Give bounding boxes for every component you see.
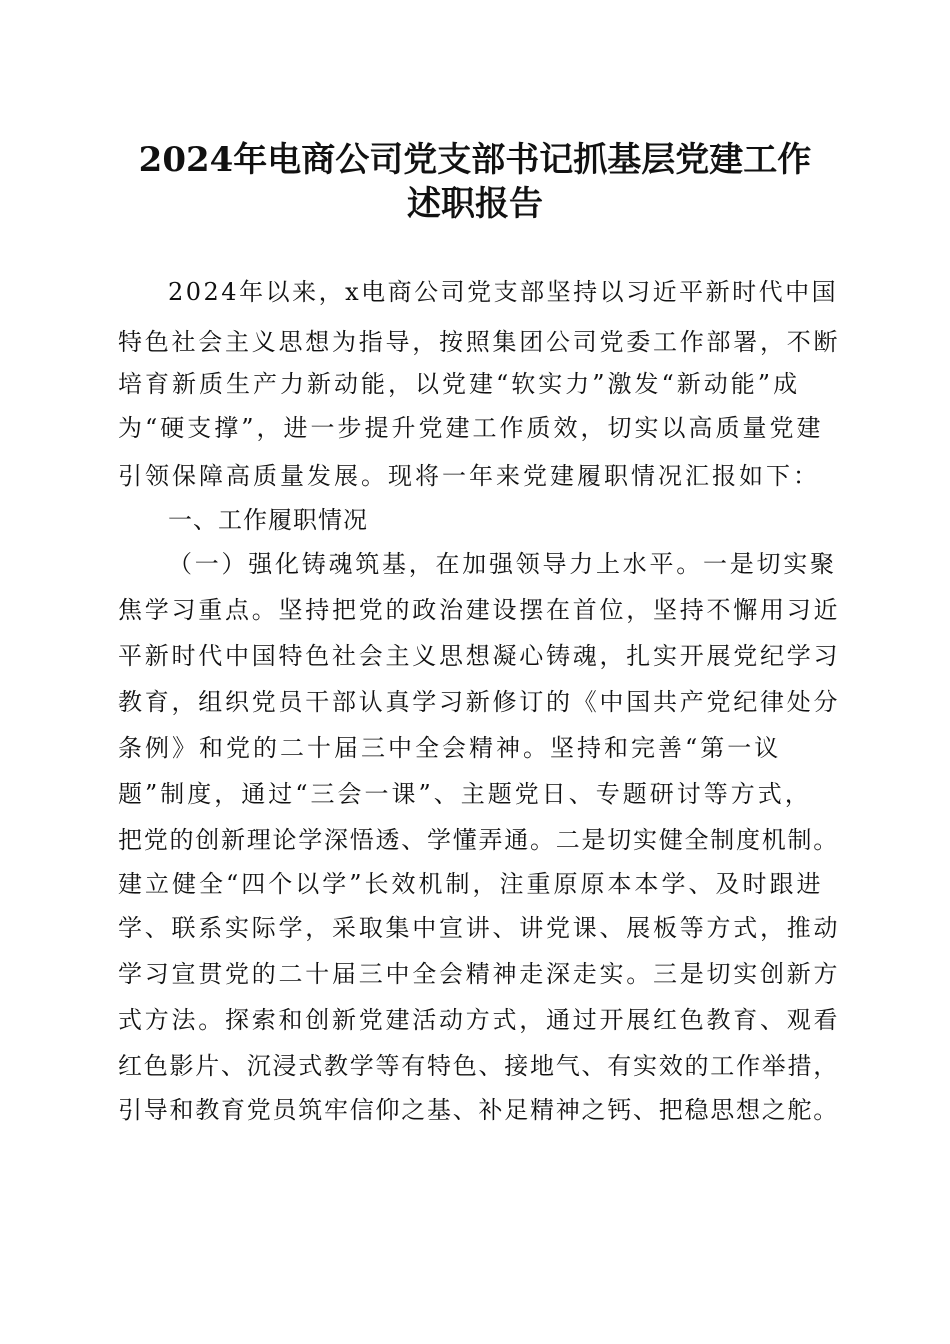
body-paragraph-line: 红色影片、沉浸式教学等有特色、接地气、有实效的工作举措， — [118, 1052, 839, 1080]
body-paragraph-line: 学、联系实际学，采取集中宣讲、讲党课、展板等方式，推动 — [118, 914, 841, 942]
section-heading: 一、工作履职情况 — [168, 506, 368, 534]
body-paragraph-line: 把党的创新理论学深悟透、学懂弄通。二是切实健全制度机制。 — [118, 826, 839, 854]
body-paragraph-line: 教育，组织党员干部认真学习新修订的《中国共产党纪律处分 — [118, 688, 841, 716]
subsection-heading: （一）强化铸魂筑基，在加强领导力上水平。 — [168, 550, 703, 578]
body-paragraph-line: 式方法。探索和创新党建活动方式，通过开展红色教育、观看 — [118, 1006, 841, 1034]
document-title-line-1: 2024年电商公司党支部书记抓基层党建工作 — [138, 140, 812, 180]
body-paragraph-line: 题”制度，通过“三会一课”、主题党日、专题研讨等方式， — [118, 780, 812, 808]
body-paragraph-line: 学习宣贯党的二十届三中全会精神走深走实。三是切实创新方 — [118, 960, 841, 988]
intro-paragraph-line: 2024年以来，x电商公司党支部坚持以习近平新时代中国 — [168, 278, 839, 306]
body-paragraph-line: 平新时代中国特色社会主义思想凝心铸魂，扎实开展党纪学习 — [118, 642, 841, 670]
body-paragraph-line: 建立健全“四个以学”长效机制，注重原原本本学、及时跟进 — [118, 870, 824, 898]
document-title-line-2: 述职报告 — [407, 184, 543, 224]
intro-paragraph-line: 引领保障高质量发展。现将一年来党建履职情况汇报如下： — [118, 462, 820, 490]
body-paragraph-line: 引导和教育党员筑牢信仰之基、补足精神之钙、把稳思想之舵。 — [118, 1096, 839, 1124]
body-paragraph-line: 焦学习重点。坚持把党的政治建设摆在首位，坚持不懈用习近 — [118, 596, 841, 624]
intro-paragraph-line: 为“硬支撑”，进一步提升党建工作质效，切实以高质量党建 — [118, 414, 824, 442]
intro-paragraph-line: 培育新质生产力新动能，以党建“软实力”激发“新动能”成 — [118, 370, 801, 398]
intro-paragraph-line: 特色社会主义思想为指导，按照集团公司党委工作部署，不断 — [118, 328, 841, 356]
body-paragraph-line: 条例》和党的二十届三中全会精神。坚持和完善“第一议 — [118, 734, 782, 762]
subsection-first-line — [168, 542, 837, 586]
subsection-first-line-text: 一是切实聚 — [703, 550, 837, 578]
